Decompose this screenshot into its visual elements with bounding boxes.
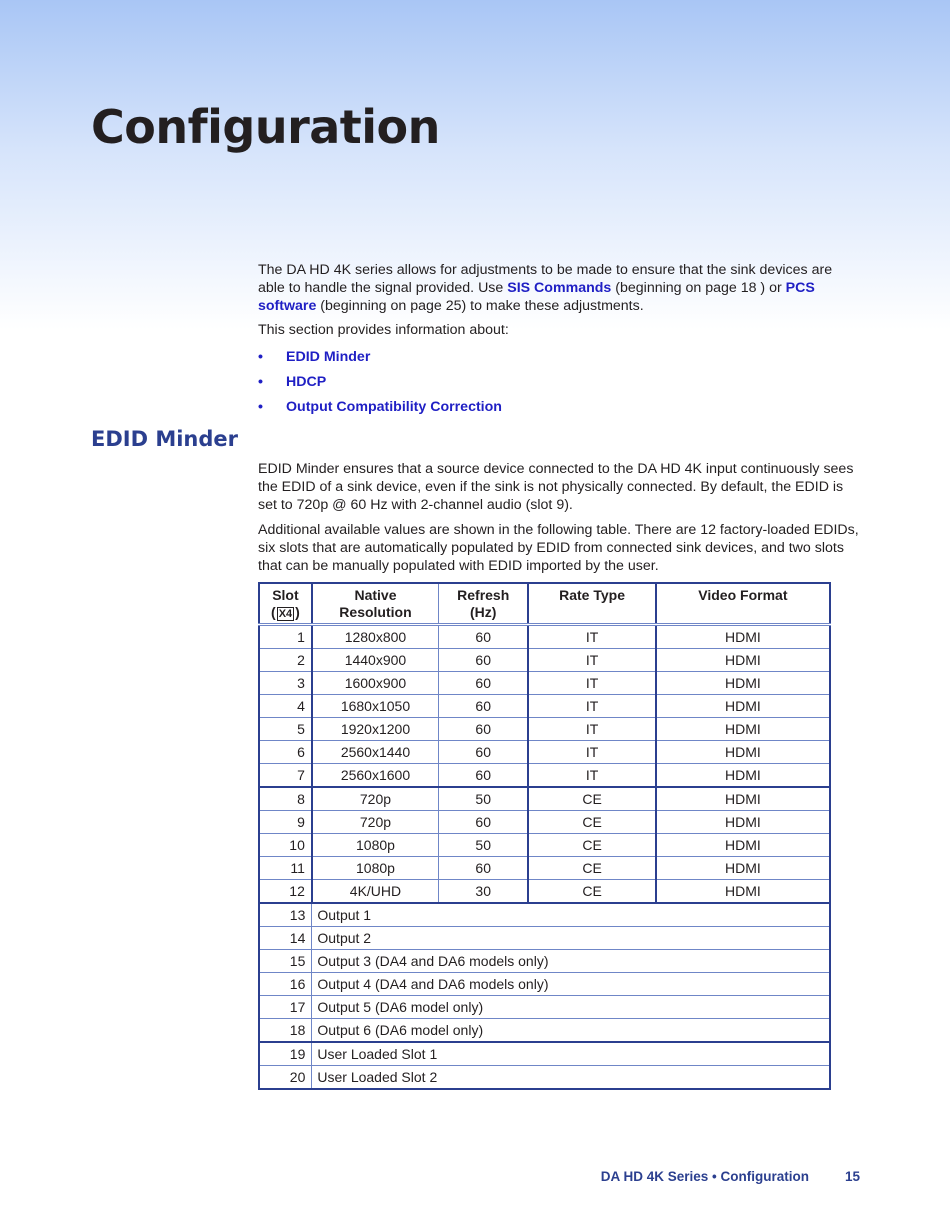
list-item: [258, 345, 862, 370]
video-format-cell: HDMI: [656, 672, 830, 695]
description-cell: Output 2: [312, 927, 830, 950]
footer-title: DA HD 4K Series • Configuration: [600, 1169, 809, 1184]
resolution-cell: 1080p: [312, 857, 439, 880]
intro-list-lead: This section provides information about:: [258, 322, 509, 338]
hdcp-link[interactable]: HDCP: [286, 374, 327, 390]
refresh-cell: 60: [439, 764, 529, 788]
description-cell: Output 5 (DA6 model only): [312, 996, 830, 1019]
intro-section: [258, 261, 862, 420]
table-row: [259, 672, 830, 695]
resolution-cell: 1080p: [312, 834, 439, 857]
table-row: [259, 625, 830, 649]
refresh-cell: 50: [439, 834, 529, 857]
resolution-cell: 1440x900: [312, 649, 439, 672]
pcs-software-link[interactable]: PCS software: [258, 280, 815, 314]
table-row: [259, 834, 830, 857]
table-row: [259, 1019, 830, 1043]
slot-cell: 9: [259, 811, 312, 834]
list-item: [258, 395, 862, 420]
video-format-cell: HDMI: [656, 834, 830, 857]
refresh-cell: 60: [439, 741, 529, 764]
rate-type-cell: IT: [528, 672, 655, 695]
slot-cell: 17: [259, 996, 312, 1019]
table-row: [259, 1066, 830, 1090]
table-row: [259, 811, 830, 834]
topic-list: [258, 345, 862, 420]
refresh-cell: 60: [439, 672, 529, 695]
table-row: [259, 996, 830, 1019]
slot-cell: 16: [259, 973, 312, 996]
output-compat-link[interactable]: Output Compatibility Correction: [286, 399, 502, 415]
video-format-cell: HDMI: [656, 649, 830, 672]
header-rate-type: Rate Type: [528, 583, 655, 625]
video-format-cell: HDMI: [656, 787, 830, 811]
edid-slot-table: [258, 582, 831, 1090]
slot-cell: 8: [259, 787, 312, 811]
table-row: [259, 695, 830, 718]
table-row: [259, 764, 830, 788]
resolution-cell: 4K/UHD: [312, 880, 439, 904]
header-refresh: Refresh (Hz): [439, 583, 529, 625]
resolution-cell: 1280x800: [312, 625, 439, 649]
slot-cell: 11: [259, 857, 312, 880]
intro-text-b: (beginning on page 18 ) or: [611, 280, 786, 296]
slot-cell: 19: [259, 1042, 312, 1066]
rate-type-cell: CE: [528, 811, 655, 834]
list-item: [258, 370, 862, 395]
slot-cell: 14: [259, 927, 312, 950]
video-format-cell: HDMI: [656, 880, 830, 904]
sis-commands-link[interactable]: SIS Commands: [507, 280, 612, 296]
table-row: [259, 857, 830, 880]
slot-cell: 13: [259, 903, 312, 927]
table-row: [259, 903, 830, 927]
description-cell: Output 3 (DA4 and DA6 models only): [312, 950, 830, 973]
refresh-cell: 60: [439, 718, 529, 741]
video-format-cell: HDMI: [656, 811, 830, 834]
slot-cell: 20: [259, 1066, 312, 1090]
page-title: Configuration: [91, 100, 440, 154]
refresh-cell: 60: [439, 649, 529, 672]
refresh-cell: 60: [439, 811, 529, 834]
resolution-cell: 2560x1600: [312, 764, 439, 788]
page-number: 15: [844, 1169, 860, 1184]
rate-type-cell: IT: [528, 764, 655, 788]
refresh-cell: 30: [439, 880, 529, 904]
table-row: [259, 718, 830, 741]
page-footer: [500, 1169, 860, 1184]
resolution-cell: 1920x1200: [312, 718, 439, 741]
edid-paragraph-1: EDID Minder ensures that a source device connected to the DA HD 4K input continuously sees the EDID of a sink device, even if the sink is not physically connected. By default, the EDID is set to 720p @ 60 Hz with 2-channel audio (slot 9).: [258, 461, 854, 513]
rate-type-cell: CE: [528, 834, 655, 857]
bullet-icon: •: [258, 349, 263, 365]
header-native-resolution: Native Resolution: [312, 583, 439, 625]
table-header-row: [259, 583, 830, 625]
rate-type-cell: IT: [528, 741, 655, 764]
resolution-cell: 1680x1050: [312, 695, 439, 718]
refresh-cell: 60: [439, 695, 529, 718]
section-heading-edid: EDID Minder: [91, 427, 239, 451]
rate-type-cell: IT: [528, 695, 655, 718]
slot-cell: 3: [259, 672, 312, 695]
description-cell: Output 6 (DA6 model only): [312, 1019, 830, 1043]
rate-type-cell: IT: [528, 649, 655, 672]
resolution-cell: 720p: [312, 787, 439, 811]
slot-cell: 5: [259, 718, 312, 741]
edid-description: [258, 460, 862, 575]
video-format-cell: HDMI: [656, 857, 830, 880]
edid-minder-link[interactable]: EDID Minder: [286, 349, 371, 365]
edid-paragraph-2: Additional available values are shown in the following table. There are 12 factory-loaded EDIDs, six slots that are automatically populated by EDID from connected sink devices, and two slots that can be manually populated with EDID imported by the user.: [258, 522, 859, 574]
rate-type-cell: CE: [528, 857, 655, 880]
refresh-cell: 60: [439, 625, 529, 649]
resolution-cell: 1600x900: [312, 672, 439, 695]
video-format-cell: HDMI: [656, 741, 830, 764]
table-row: [259, 927, 830, 950]
video-format-cell: HDMI: [656, 625, 830, 649]
table-row: [259, 787, 830, 811]
table-row: [259, 741, 830, 764]
slot-cell: 18: [259, 1019, 312, 1043]
slot-cell: 1: [259, 625, 312, 649]
header-slot: Slot ( X4 ): [259, 583, 312, 625]
video-format-cell: HDMI: [656, 695, 830, 718]
table-row: [259, 649, 830, 672]
x4-key-icon: X4: [278, 608, 293, 620]
slot-cell: 6: [259, 741, 312, 764]
rate-type-cell: IT: [528, 718, 655, 741]
slot-cell: 12: [259, 880, 312, 904]
resolution-cell: 2560x1440: [312, 741, 439, 764]
description-cell: User Loaded Slot 1: [312, 1042, 830, 1066]
resolution-cell: 720p: [312, 811, 439, 834]
intro-text-a: The DA HD 4K series allows for adjustments to be made to ensure that the sink devices are able to handle the signal provided. Use: [258, 262, 833, 296]
slot-cell: 2: [259, 649, 312, 672]
intro-paragraph: [258, 261, 862, 315]
rate-type-cell: IT: [528, 625, 655, 649]
slot-cell: 7: [259, 764, 312, 788]
slot-cell: 15: [259, 950, 312, 973]
bullet-icon: •: [258, 399, 263, 415]
slot-cell: 10: [259, 834, 312, 857]
video-format-cell: HDMI: [656, 764, 830, 788]
refresh-cell: 50: [439, 787, 529, 811]
description-cell: Output 1: [312, 903, 830, 927]
rate-type-cell: CE: [528, 880, 655, 904]
table-row: [259, 973, 830, 996]
description-cell: User Loaded Slot 2: [312, 1066, 830, 1090]
table-row: [259, 880, 830, 904]
header-video-format: Video Format: [656, 583, 830, 625]
description-cell: Output 4 (DA4 and DA6 models only): [312, 973, 830, 996]
intro-text-c: (beginning on page 25) to make these adjustments.: [316, 298, 644, 314]
bullet-icon: •: [258, 374, 263, 390]
rate-type-cell: CE: [528, 787, 655, 811]
table-row: [259, 1042, 830, 1066]
table-row: [259, 950, 830, 973]
refresh-cell: 60: [439, 857, 529, 880]
slot-cell: 4: [259, 695, 312, 718]
video-format-cell: HDMI: [656, 718, 830, 741]
